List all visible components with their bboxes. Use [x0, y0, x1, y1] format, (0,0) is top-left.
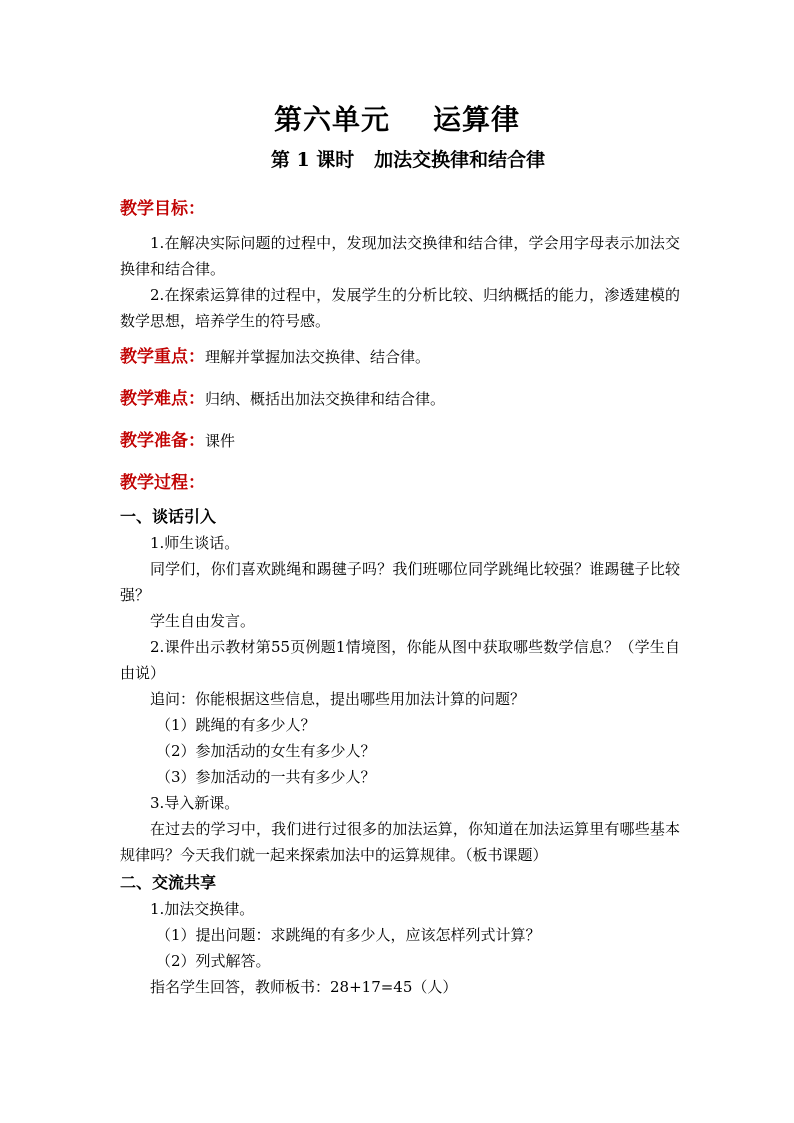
preparation-text: 课件 — [205, 432, 236, 450]
process-line: 指名学生回答，教师板书：28+17=45（人） — [150, 978, 458, 996]
process-line: 同学们，你们喜欢跳绳和踢毽子吗？我们班哪位同学跳绳比较强？谁踢毽子比较强？ — [120, 560, 680, 604]
part-title: 一、谈话引入 — [120, 507, 217, 526]
document-body — [120, 186, 680, 1000]
process-line: 3.导入新课。 — [150, 794, 240, 812]
process-line: 追问：你能根据这些信息，提出哪些用加法计算的问题？ — [150, 690, 526, 708]
part-title: 二、交流共享 — [120, 873, 217, 892]
process-line: 2.课件出示教材第55页例题1情境图，你能从图中获取哪些数学信息？（学生自由说） — [120, 638, 680, 682]
process-question: （1）跳绳的有多少人？ — [156, 716, 316, 734]
objective-item: 2.在探索运算律的过程中，发展学生的分析比较、归纳概括的能力，渗透建模的数学思想，培养学生的符号感。 — [120, 286, 680, 330]
process-heading: 教学过程： — [120, 473, 205, 493]
process-line: 1.加法交换律。 — [150, 900, 255, 918]
process-question: （3）参加活动的一共有多少人？ — [156, 768, 376, 786]
process-question: （2）列式解答。 — [156, 952, 271, 970]
preparation-heading: 教学准备： — [120, 431, 205, 451]
objectives-heading: 教学目标： — [120, 199, 205, 219]
lesson-title: 第 1 课时 加法交换律和结合律 — [270, 149, 546, 171]
key-point-heading: 教学重点： — [120, 347, 205, 367]
objectives-heading-row — [120, 194, 680, 224]
process-question: （1）提出问题：求跳绳的有多少人，应该怎样列式计算？ — [156, 926, 541, 944]
difficulty-heading: 教学难点： — [120, 389, 205, 409]
difficulty-row — [120, 384, 680, 414]
unit-title: 第六单元 运算律 — [274, 103, 520, 136]
process-line: 学生自由发言。 — [150, 612, 256, 630]
process-question: （2）参加活动的女生有多少人？ — [156, 742, 376, 760]
key-point-row — [120, 342, 680, 372]
objective-item: 1.在解决实际问题的过程中，发现加法交换律和结合律，学会用字母表示加法交换律和结合律。 — [120, 234, 680, 278]
key-point-text: 理解并掌握加法交换律、结合律。 — [205, 348, 431, 366]
difficulty-text: 归纳、概括出加法交换律和结合律。 — [205, 390, 446, 408]
process-line: 1.师生谈话。 — [150, 534, 240, 552]
process-heading-row — [120, 468, 680, 498]
process-line: 在过去的学习中，我们进行过很多的加法运算，你知道在加法运算里有哪些基本规律吗？今天我们就一起来探索加法中的运算规律。（板书课题） — [120, 820, 680, 864]
preparation-row — [120, 426, 680, 456]
